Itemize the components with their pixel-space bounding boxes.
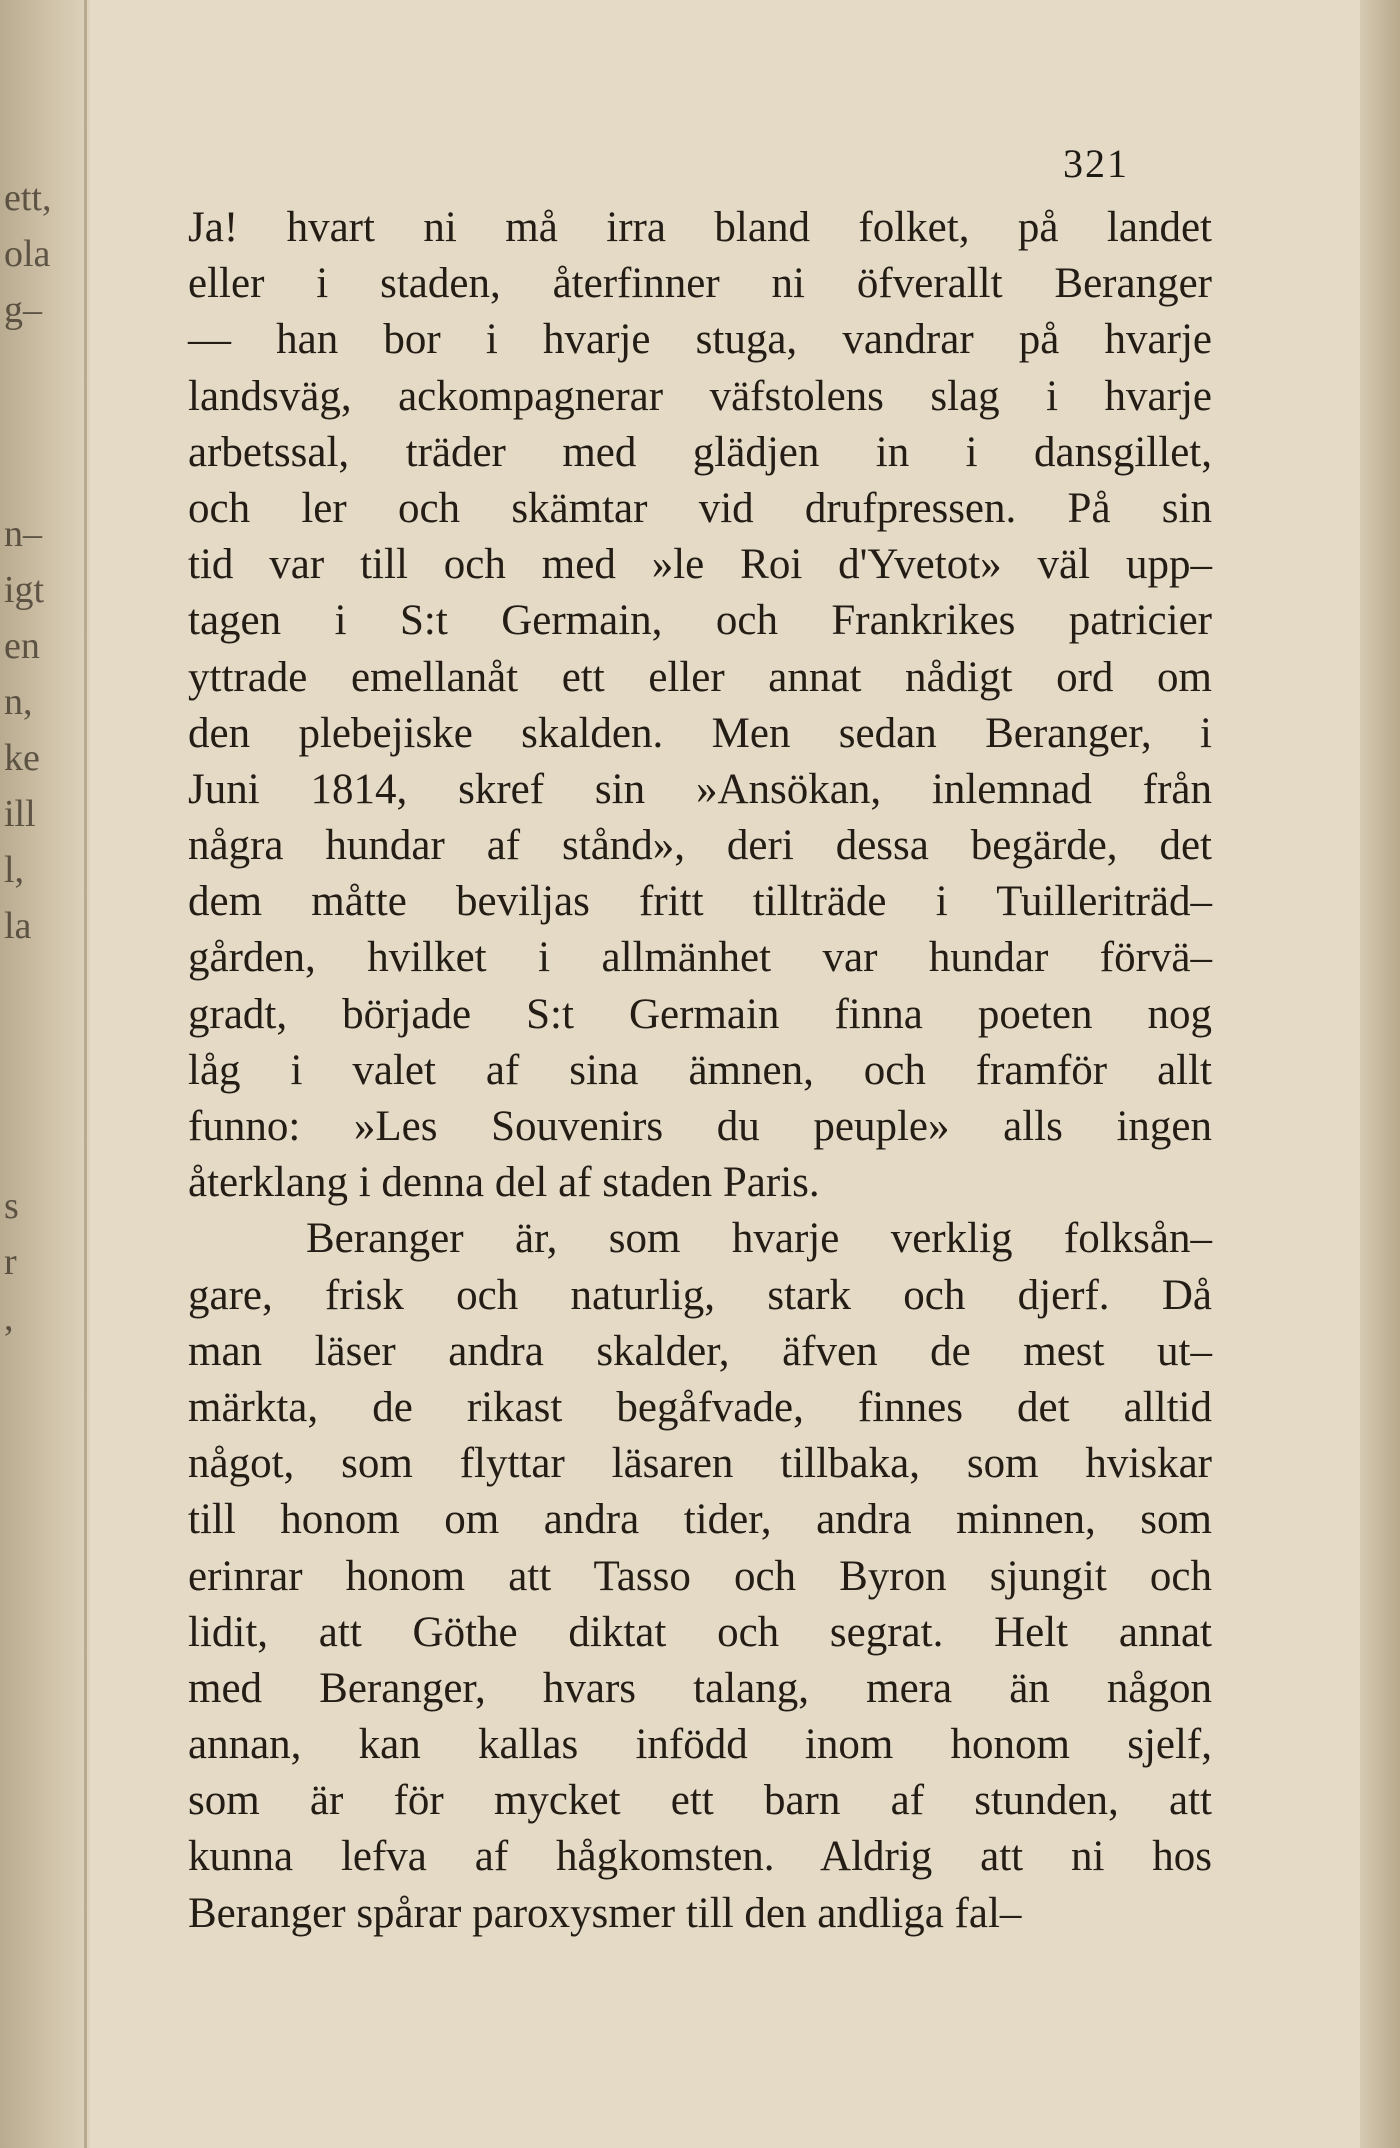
text-line: funno: »Les Souvenirs du peuple» alls ingen [188,1103,1212,1150]
text-line: gare, frisk och naturlig, stark och djerf. Då [188,1271,1212,1319]
text-line: några hundar af stånd», deri dessa begärde, det [188,822,1212,870]
bleed-fragment: ill [4,793,36,835]
text-line: som är för mycket ett barn af stunden, att [188,1777,1212,1825]
bleed-fragment [4,450,64,506]
text-line: man läser andra skalder, äfven de mest ut– [188,1327,1212,1375]
text-line: eller i staden, återfinner ni öfverallt Beranger [188,260,1212,308]
bleed-fragment [4,1066,64,1122]
text-line: gradt, började S:t Germain finna poeten nog [188,990,1212,1038]
binding-gutter [84,0,87,2148]
bleed-fragment [4,1010,64,1066]
bleed-fragment: ke [4,737,40,779]
right-page-edge [1360,0,1400,2148]
bleed-fragment: , [4,1297,14,1339]
text-line: yttrade emellanåt ett eller annat nådigt ord om [188,653,1212,701]
text-line: arbetssal, träder med glädjen in i dansgillet, [188,428,1212,476]
paragraph [188,1211,1212,1941]
text-line: låg i valet af sina ämnen, och framför allt [188,1046,1212,1094]
bleed-fragment: g– [4,289,42,331]
text-line: tid var till och med »le Roi d'Yvetot» väl upp– [188,541,1212,589]
body-text [188,200,1212,1942]
text-line: och ler och skämtar vid drufpressen. På sin [188,484,1212,532]
bleed-fragment [4,1122,64,1178]
text-line: till honom om andra tider, andra minnen, som [188,1496,1212,1544]
text-line: Juni 1814, skref sin »Ansökan, inlemnad från [188,765,1212,813]
bleed-fragment: ola [4,233,51,275]
text-line: kunna lefva af hågkomsten. Aldrig att ni hos [188,1833,1212,1881]
bleed-fragment [4,338,64,394]
text-line: lidit, att Göthe diktat och segrat. Helt annat [188,1608,1212,1656]
bleed-fragment: ett, [4,177,52,219]
facing-page-bleed-text [4,170,64,1346]
bleed-fragment [4,394,64,450]
text-line: Beranger är, som hvarje verklig folksån– [306,1215,1212,1263]
bleed-fragment: l, [4,849,25,891]
bleed-fragment: la [4,905,32,947]
text-line: erinrar honom att Tasso och Byron sjungit och [188,1552,1212,1600]
bleed-fragment: n, [4,681,33,723]
text-line: med Beranger, hvars talang, mera än någon [188,1664,1212,1712]
bleed-fragment [4,954,64,1010]
text-line: annan, kan kallas infödd inom honom sjelf, [188,1721,1212,1769]
text-line: återklang i denna del af staden Paris. [188,1159,820,1207]
text-line: gården, hvilket i allmänhet var hundar förvä– [188,934,1212,982]
text-line: — han bor i hvarje stuga, vandrar på hvarje [188,316,1212,364]
text-line: tagen i S:t Germain, och Frankrikes patricier [188,597,1212,645]
bleed-fragment: r [4,1241,17,1283]
text-line: något, som flyttar läsaren tillbaka, som hviskar [188,1440,1212,1488]
bleed-fragment: en [4,625,40,667]
text-line: märkta, de rikast begåfvade, finnes det alltid [188,1383,1212,1431]
text-line: landsväg, ackompagnerar väfstolens slag i hvarje [188,372,1212,420]
text-line: den plebejiske skalden. Men sedan Beranger, i [188,709,1212,757]
paragraph [188,200,1212,1211]
bleed-fragment: igt [4,569,45,611]
text-line: Beranger spårar paroxysmer till den andliga fal– [188,1889,1022,1937]
bleed-fragment: n– [4,513,42,555]
text-line: dem måtte beviljas fritt tillträde i Tuilleriträd– [188,878,1212,926]
page-number: 321 [1063,141,1129,186]
bleed-fragment: s [4,1185,19,1227]
text-line: Ja! hvart ni må irra bland folket, på landet [188,204,1212,251]
